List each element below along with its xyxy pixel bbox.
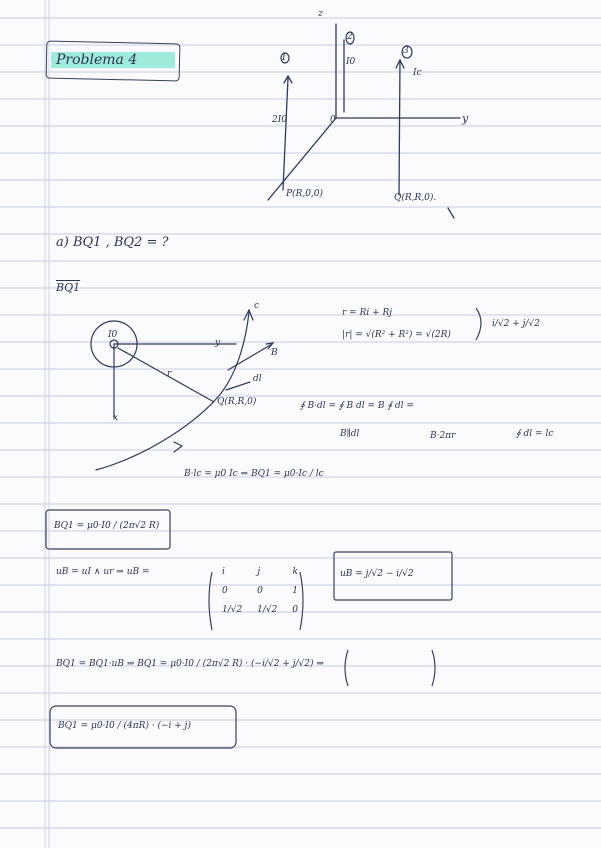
point-P-label: P(R,0,0) [286, 189, 324, 199]
point-Q-label-2: Q(R,R,0) [217, 397, 257, 407]
boxed-result-BQ1-vector: BQ1 = μ0·I0 / (4πR) · (−i + j) [58, 721, 191, 731]
matrix-cell: 1/√2 [257, 605, 278, 615]
B-vector-label: B [271, 348, 278, 358]
wire-2-label: 2 [347, 32, 353, 42]
matrix-cell: 1/√2 [222, 605, 243, 615]
matrix-cell: 0 [292, 605, 298, 615]
BQ1-vector-eq: BQ1 = BQ1·uB ⇒ BQ1 = μ0·I0 / (2π√2 R) · (−i/√2 + j/√2) ⇒ [56, 659, 324, 669]
field-diagram [91, 310, 273, 470]
determinant-matrix [222, 568, 298, 615]
unit-r-eq: i/√2 + j/√2 [492, 319, 540, 329]
matrix-cell: 0 [257, 586, 263, 596]
part-a-question: a) BQ1 , BQ2 = ? [56, 235, 169, 250]
boxed-result-BQ1: BQ1 = μ0·I0 / (2π√2 R) [54, 521, 160, 531]
matrix-cell: j [257, 567, 261, 577]
wire-1-label: 1 [281, 53, 287, 63]
subheading-BQ1: BQ1 [56, 281, 81, 294]
current-2I0-label: 2I0 [272, 115, 288, 125]
matrix-cell: k [292, 567, 298, 577]
note-closed-dl: ∮ dl = lc [516, 429, 554, 439]
ampere-law-eq: B·lc = μ0 Ic ⇒ BQ1 = μ0·Ic / lc [184, 469, 324, 479]
r-label: r [167, 369, 172, 379]
origin-label: 0 [330, 115, 336, 125]
matrix-cell: 0 [222, 586, 228, 596]
x-label-2: x [113, 413, 119, 423]
note-B-2pir: B·2πr [430, 431, 456, 441]
r-vector-eq: r = Ri + Rj [342, 308, 393, 318]
line-integral-eq: ∮ B·dl = ∮ B dl = B ∮ dl = [300, 401, 414, 411]
z-axis-label: z [318, 9, 323, 19]
source-current-label: I0 [108, 330, 118, 340]
y-axis-label: y [462, 112, 469, 125]
note-B-parallel-dl: B∥dl [340, 429, 360, 439]
uB-result-eq: uB = j/√2 − i/√2 [340, 569, 414, 579]
page-title: Problema 4 [56, 52, 138, 68]
y-label-2: y [215, 338, 221, 348]
r-magnitude-eq: |r| = √(R² + R²) = √(2R) [342, 330, 451, 340]
margin-lines [45, 0, 49, 848]
dl-label: dl [253, 374, 262, 384]
matrix-cell: 1 [292, 586, 298, 596]
point-Q-label: Q(R,R,0). [394, 193, 437, 203]
wire-3-label: 3 [403, 46, 409, 56]
current-Ic-label: Ic [413, 68, 422, 78]
uB-cross-product-eq: uB = uI ∧ ur ⇒ uB = [56, 567, 150, 577]
matrix-cell: i [222, 567, 225, 577]
current-I0-label: I0 [346, 57, 356, 67]
curve-c-label: c [254, 301, 260, 311]
